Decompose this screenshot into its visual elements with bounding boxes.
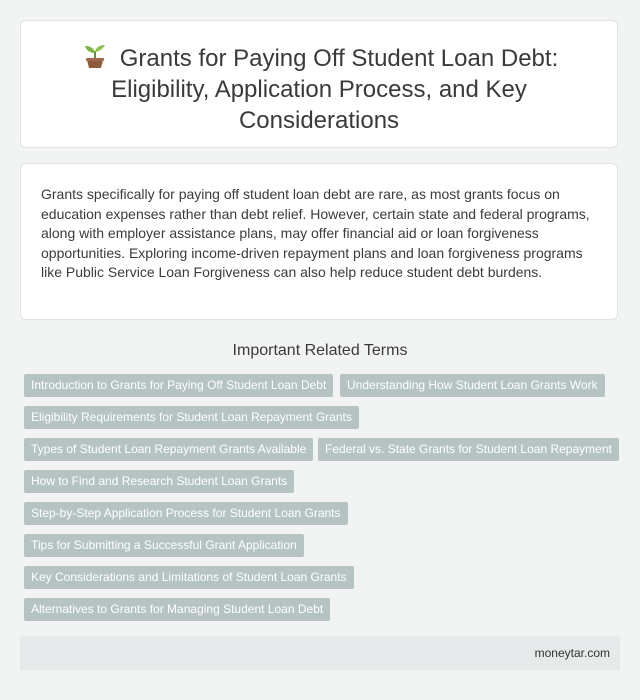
related-term-tag[interactable]: Understanding How Student Loan Grants Work [340, 374, 605, 397]
page-title-text: Grants for Paying Off Student Loan Debt: Eligibility, Application Process, and Key Considerations [111, 45, 559, 134]
title-card [20, 20, 618, 148]
related-term-tag[interactable]: Alternatives to Grants for Managing Student Loan Debt [24, 598, 330, 621]
related-term-tag[interactable]: Tips for Submitting a Successful Grant Application [24, 534, 304, 557]
related-terms-heading: Important Related Terms [232, 342, 408, 359]
footer-site-name: moneytar.com [534, 646, 610, 660]
related-term-tag[interactable]: Step-by-Step Application Process for Student Loan Grants [24, 502, 348, 525]
related-term-tag[interactable]: Eligibility Requirements for Student Loan Repayment Grants [24, 406, 359, 429]
related-term-tag[interactable]: Key Considerations and Limitations of Student Loan Grants [24, 566, 354, 589]
related-term-tag[interactable]: Types of Student Loan Repayment Grants Available [24, 438, 313, 461]
related-term-tag[interactable]: Federal vs. State Grants for Student Loan Repayment [318, 438, 619, 461]
related-term-tag[interactable]: How to Find and Research Student Loan Grants [24, 470, 294, 493]
footer [20, 636, 620, 670]
summary-card [20, 163, 618, 320]
page-title [41, 43, 597, 136]
summary-text: Grants specifically for paying off student loan debt are rare, as most grants focus on education expenses rather than debt relief. However, certain state and federal programs, along with employer assistance plans, may offer financial aid or loan forgiveness opportunities. Exploring income-driven repayment plans and loan forgiveness programs like Public Service Loan Forgiveness can also help reduce student debt burdens. [41, 186, 590, 280]
sprout-icon [80, 43, 110, 69]
related-term-tag[interactable]: Introduction to Grants for Paying Off Student Loan Debt [24, 374, 333, 397]
